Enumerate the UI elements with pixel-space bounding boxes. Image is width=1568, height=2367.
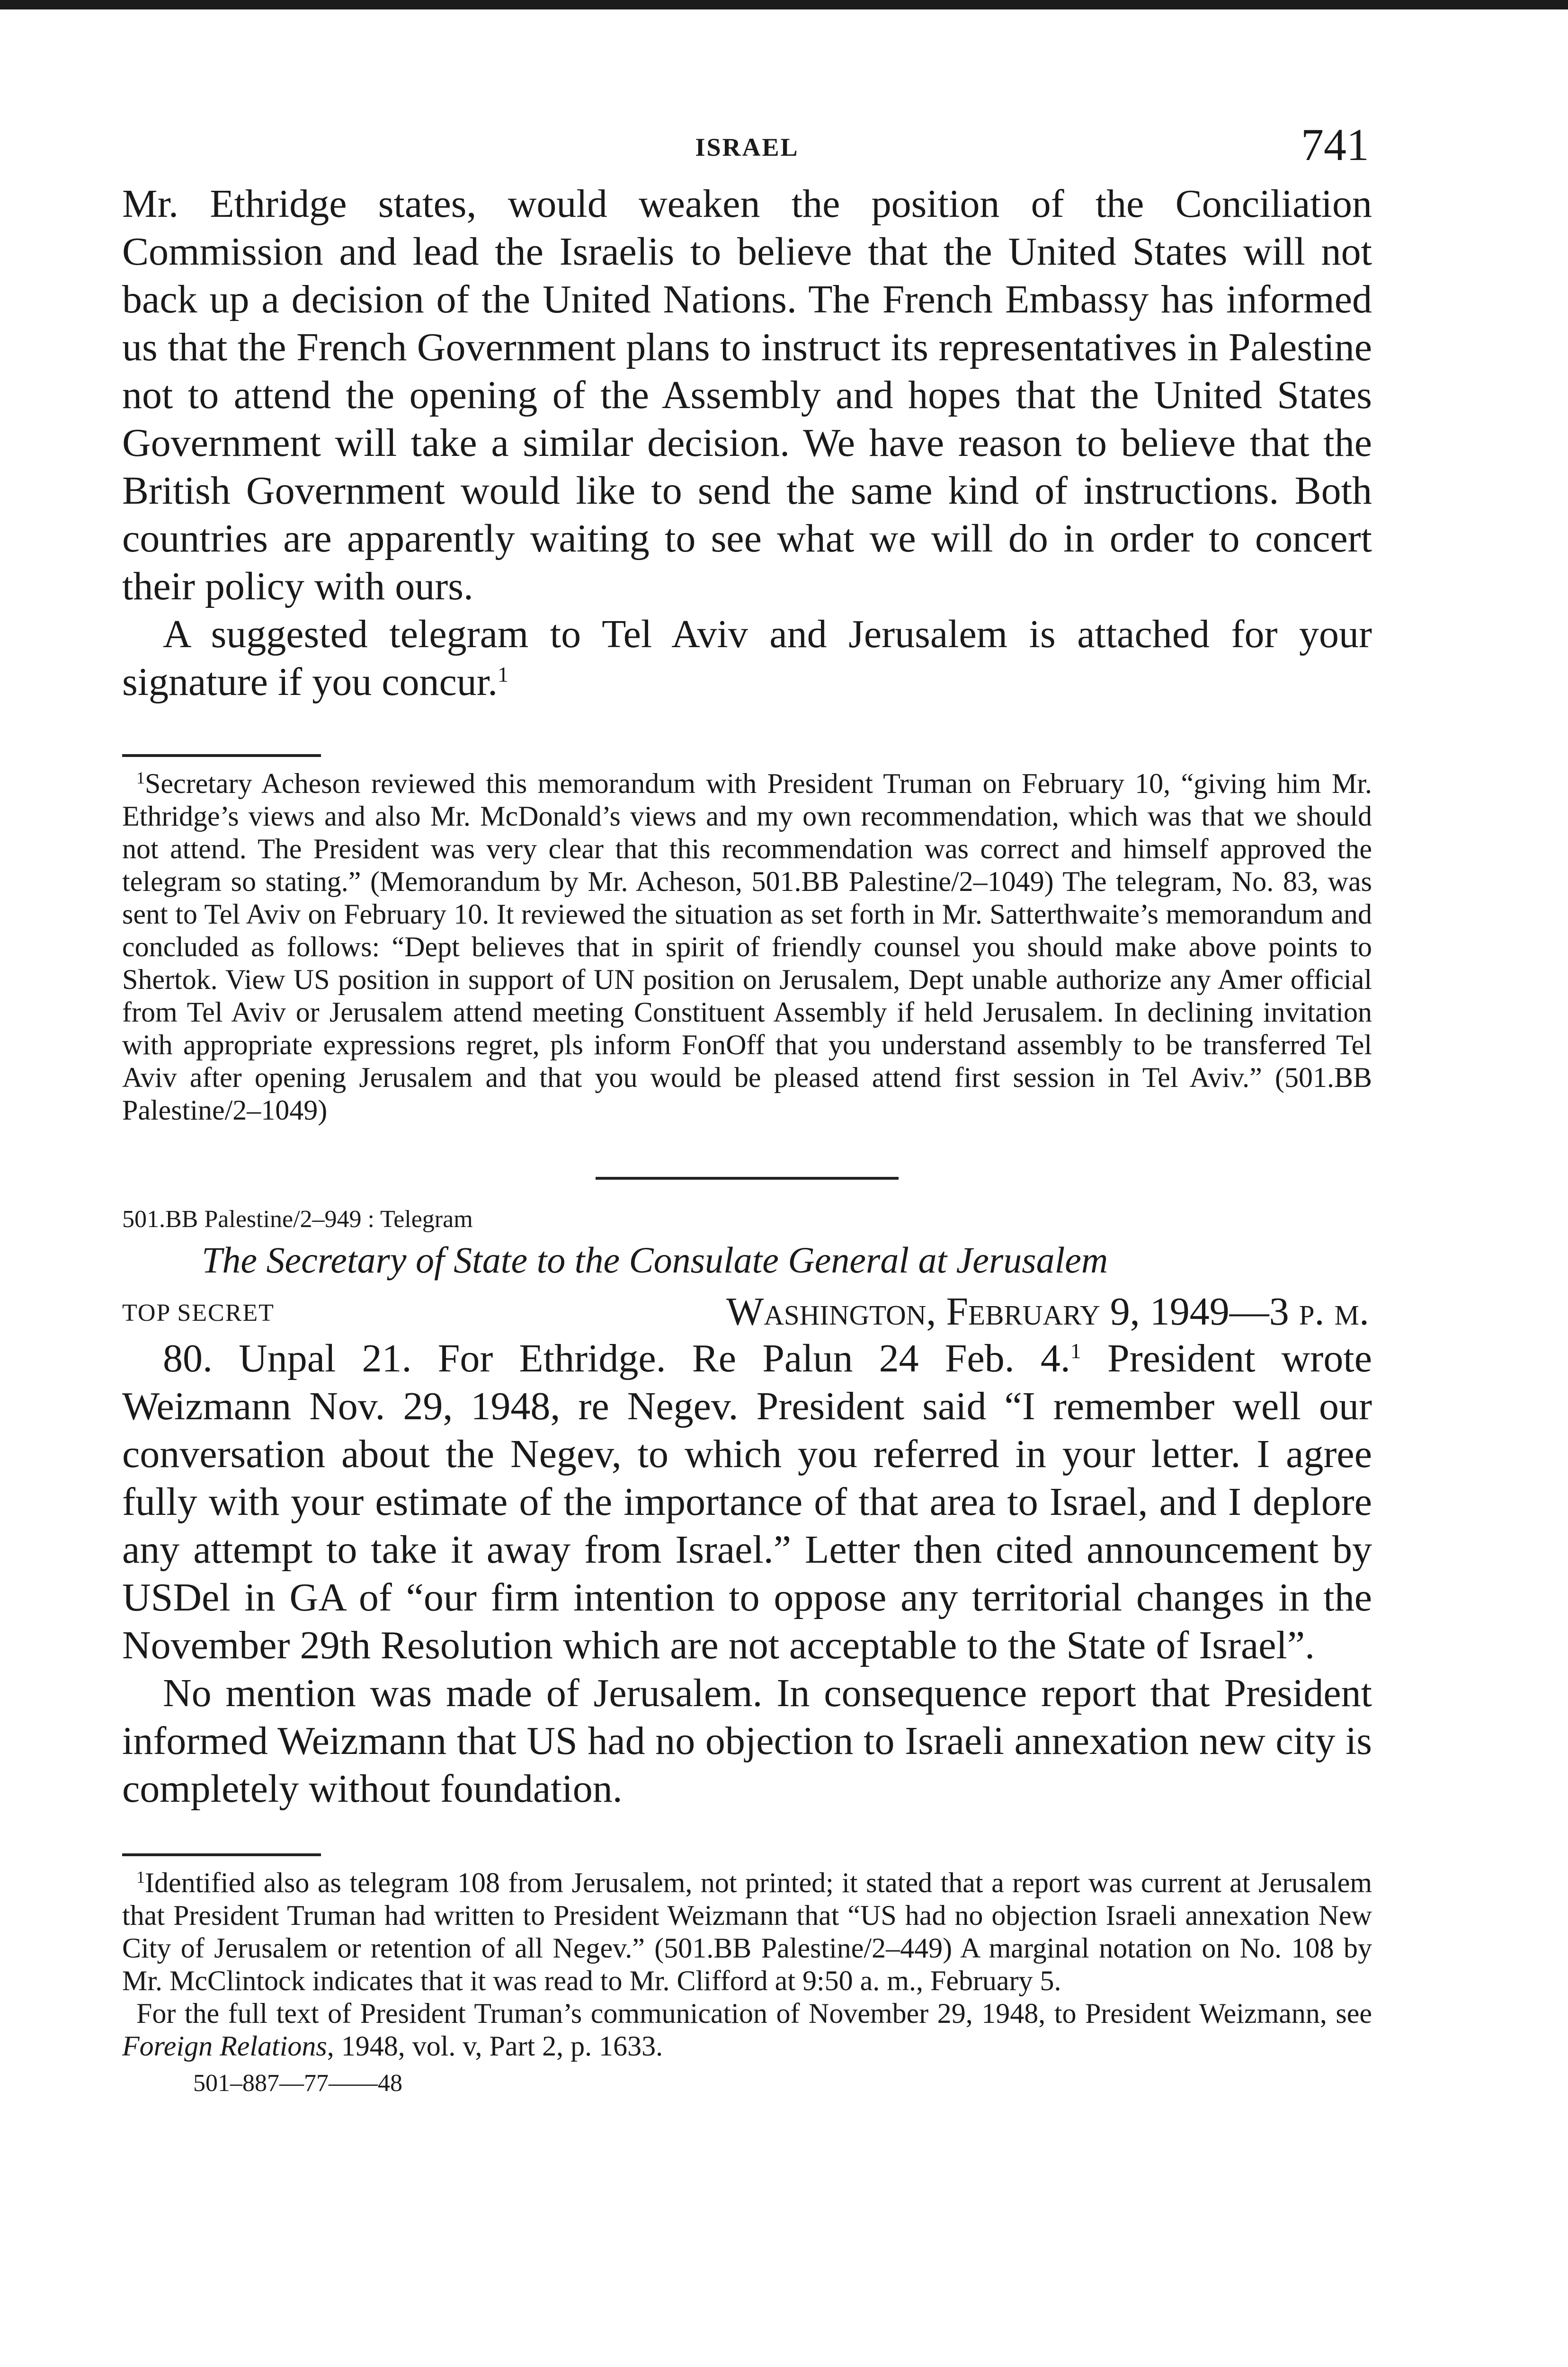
telegram-paragraph-2: No mention was made of Jerusalem. In consequence report that President informed Weizmann that US had no objection to Israeli annexation new city is completely without foundation.	[122, 1671, 1372, 1811]
memo-paragraph-1: Mr. Ethridge states, would weaken the position of the Conciliation Commission and lead the Israelis to believe that the United States will not back up a decision of the United Nations. The French Embassy has informed us that the French Government plans to instruct its representatives in Palestine not to attend the opening of the Assembly and hopes that the United States Government will take a similar decision. We have reason to believe that the British Government would like to send the same kind of instructions. Both countries are apparently waiting to see what we will do in order to concert their policy with ours.	[122, 182, 1372, 608]
footnote-2-continuation: For the full text of President Truman’s communication of November 29, 1948, to President Weizmann, see Foreign Relations, 1948, vol. v, Part 2, p. 1633.	[122, 1998, 1372, 2062]
footnote-1-text: $^1$Secretary Acheson reviewed this memorandum with President Truman on February 10, “giving him Mr. Ethridge’s views and also Mr. McDonald’s views and my own recommendation, which was that we should not attend. The President was very clear that this recommendation was correct and himself approved the telegram so stating.” (Memorandum by Mr. Acheson, 501.BB Palestine/2–1049) The telegram, No. 83, was sent to Tel Aviv on February 10. It reviewed the situation as set forth in Mr. Satterthwaite’s memorandum and concluded as follows: “Dept believes that in spirit of friendly counsel you should make above points to Shertok. View US position in support of UN position on Jerusalem, Dept unable authorize any Amer official from Tel Aviv or Jerusalem attend meeting Constituent Assembly if held Jerusalem. In declining invitation with appropriate expressions regret, pls inform FonOff that you understand assembly to be transferred Tel Aviv after opening Jerusalem and that you would be pleased attend first session in Tel Aviv.” (501.BB Palestine/2–1049)	[122, 768, 1372, 1126]
footnote-2	[122, 1867, 1372, 2063]
page-number: 741	[1301, 119, 1369, 170]
footnote-1-marker: 1	[136, 768, 145, 787]
footnote-divider	[122, 1853, 321, 1856]
memo-paragraph-2	[122, 610, 1372, 706]
document-title: The Secretary of State to the Consulate General at Jerusalem	[202, 1239, 1108, 1281]
footnote-1	[122, 767, 1372, 1127]
footnote-marker: 1	[498, 662, 509, 686]
dateline-row	[122, 1281, 1372, 1335]
dateline: Washington, February 9, 1949—3 p. m.	[726, 1290, 1369, 1334]
memo-paragraph-2-text: A suggested telegram to Tel Aviv and Jerusalem is attached for your signature if you concur.	[122, 612, 1372, 704]
publication-title: Foreign Relations	[122, 2030, 327, 2062]
file-reference: 501.BB Palestine/2–949 : Telegram	[122, 1206, 473, 1233]
classification-label: TOP SECRET	[122, 1299, 275, 1326]
telegram-paragraph-1: 80. Unpal 21. For Ethridge. Re Palun 24 Feb. 4.$^1$ President wrote Weizmann Nov. 29, 1948, re Negev. President said “I remember well our conversation about the Negev, to which you referred in your letter. I agree fully with your estimate of the importance of that area to Israel, and I deplore any attempt to take it away from Israel.” Letter then cited announcement by USDel in GA of “our firm intention to oppose any territorial changes in the November 29th Resolution which are not acceptable to the State of Israel”.	[122, 1336, 1372, 1667]
top-border-rule	[0, 0, 1568, 9]
footnote-marker: 1	[1070, 1339, 1081, 1363]
page-header	[122, 118, 1372, 180]
footnote-2-marker: 1	[136, 1868, 145, 1886]
footnote-divider	[122, 754, 321, 757]
print-code: 501–887—77——48	[193, 2070, 402, 2097]
document-page	[122, 118, 1372, 2097]
footnote-2-text: $^1$Identified also as telegram 108 from Jerusalem, not printed; it stated that a report was current at Jerusalem that President Truman had written to President Weizmann that “US had no objection Israeli annexation New City of Jerusalem or retention of all Negev.” (501.BB Palestine/2–449) A marginal notation on No. 108 by Mr. McClintock indicates that it was read to Mr. Clifford at 9:50 a. m., February 5.	[122, 1867, 1372, 1996]
running-head: ISRAEL	[695, 133, 799, 161]
